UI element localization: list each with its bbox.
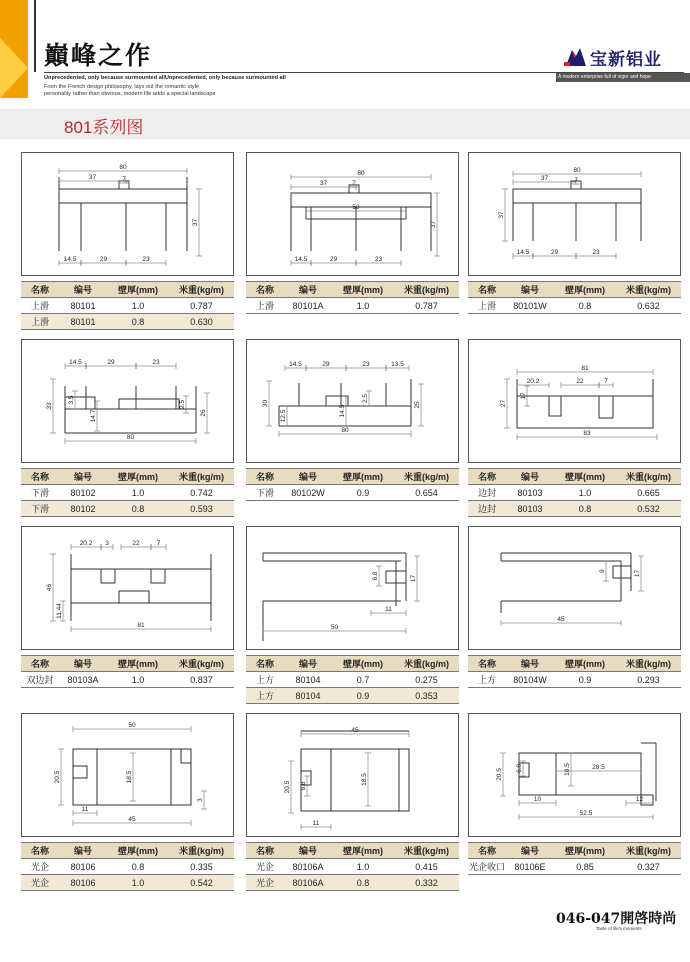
spec-cell: 1.0: [107, 672, 169, 688]
profile-section-diagram: [247, 153, 460, 277]
spec-header-cell: 米重(kg/m): [616, 469, 681, 485]
spec-header-cell: 编号: [59, 282, 107, 298]
profile-section-diagram: [469, 153, 682, 277]
page-number: 046-047開啓時尚: [556, 911, 677, 927]
spec-header-cell: 米重(kg/m): [169, 469, 234, 485]
svg-text:37: 37: [540, 175, 549, 182]
svg-text:28.5: 28.5: [592, 764, 605, 771]
spec-cell: 0.335: [169, 859, 234, 875]
spec-header-cell: 壁厚(mm): [554, 469, 616, 485]
tagline-1: Unprecedented, only because surmounted allUnprecedented, only because surmounted all: [44, 75, 286, 81]
spec-row: [246, 485, 459, 501]
spec-row: [21, 859, 234, 875]
profile-section-diagram: [469, 340, 682, 464]
spec-table-header: [468, 469, 681, 485]
spec-table: [246, 281, 459, 314]
profile-drawing: [468, 339, 681, 463]
svg-text:20.2: 20.2: [526, 378, 540, 385]
spec-cell: 上方: [468, 672, 506, 688]
profile-drawing: [21, 339, 234, 463]
spec-row: [21, 672, 234, 688]
spec-cell: 80103A: [59, 672, 107, 688]
spec-cell: 0.593: [169, 501, 234, 517]
spec-cell: 80102W: [284, 485, 332, 501]
spec-cell: 0.654: [394, 485, 459, 501]
profile-section-diagram: [22, 527, 235, 651]
spec-cell: 光企: [246, 859, 284, 875]
svg-text:30: 30: [262, 399, 269, 408]
spec-header-cell: 壁厚(mm): [332, 656, 394, 672]
spec-header-cell: 编号: [506, 469, 554, 485]
spec-cell: 上方: [246, 672, 284, 688]
spec-cell: 80106A: [284, 859, 332, 875]
spec-header-cell: 编号: [284, 469, 332, 485]
profile-section-diagram: [247, 714, 460, 838]
spec-header-cell: 米重(kg/m): [616, 656, 681, 672]
profile-panel: [246, 713, 459, 891]
spec-table: [21, 842, 234, 891]
header-divider-vertical: [34, 0, 36, 72]
spec-header-cell: 名称: [21, 282, 59, 298]
profile-panel: [468, 526, 681, 704]
spec-cell: 0.332: [394, 875, 459, 891]
spec-cell: 0.8: [107, 859, 169, 875]
spec-table-header: [21, 656, 234, 672]
svg-text:18.5: 18.5: [126, 770, 133, 784]
svg-text:37: 37: [498, 211, 505, 219]
svg-text:37: 37: [192, 218, 199, 227]
svg-text:14.5: 14.5: [339, 404, 346, 418]
profile-panel: [468, 152, 681, 330]
spec-header-cell: 米重(kg/m): [169, 656, 234, 672]
svg-text:14.7: 14.7: [90, 409, 97, 423]
spec-table: [468, 842, 681, 875]
svg-text:45: 45: [557, 616, 565, 623]
svg-text:14.5: 14.5: [63, 256, 77, 263]
spec-cell: 光企收口: [468, 859, 506, 875]
svg-text:22: 22: [576, 378, 584, 385]
svg-text:27: 27: [500, 399, 507, 408]
svg-text:17: 17: [410, 574, 417, 583]
spec-table-header: [21, 469, 234, 485]
svg-text:50: 50: [330, 624, 339, 631]
profile-drawing: [246, 152, 459, 276]
svg-text:29: 29: [99, 256, 108, 263]
svg-text:52.5: 52.5: [579, 810, 593, 817]
spec-cell: 80104: [284, 672, 332, 688]
spec-cell: 0.415: [394, 859, 459, 875]
svg-text:20.5: 20.5: [284, 780, 291, 794]
svg-text:6.8: 6.8: [300, 781, 307, 791]
svg-text:2.5: 2.5: [179, 399, 186, 410]
profile-panel: [21, 152, 234, 330]
spec-table-header: [246, 843, 459, 859]
svg-text:6.8: 6.8: [372, 571, 379, 581]
profile-drawing: [21, 152, 234, 276]
spec-cell: 80104: [284, 688, 332, 704]
spec-cell: 0.742: [169, 485, 234, 501]
svg-text:45: 45: [351, 727, 359, 734]
spec-header-cell: 名称: [246, 282, 284, 298]
svg-text:83: 83: [583, 430, 591, 437]
spec-header-cell: 壁厚(mm): [332, 843, 394, 859]
spec-table-header: [246, 282, 459, 298]
corner-accent: [0, 0, 28, 98]
spec-cell: 0.9: [554, 672, 616, 688]
profile-panel: [246, 152, 459, 330]
profile-panel: [21, 339, 234, 517]
spec-cell: 80101: [59, 298, 107, 314]
spec-header-cell: 编号: [284, 843, 332, 859]
svg-text:23: 23: [374, 256, 383, 263]
spec-cell: 80106A: [284, 875, 332, 891]
spec-cell: 0.632: [616, 298, 681, 314]
profile-section-diagram: [247, 340, 460, 464]
spec-header-cell: 编号: [506, 843, 554, 859]
profile-panel: [21, 526, 234, 704]
spec-cell: 边封: [468, 485, 506, 501]
spec-header-cell: 壁厚(mm): [107, 282, 169, 298]
svg-text:11: 11: [385, 606, 392, 613]
profile-section-diagram: [22, 340, 235, 464]
spec-header-cell: 名称: [468, 656, 506, 672]
profile-section-diagram: [22, 153, 235, 277]
spec-cell: 1.0: [332, 859, 394, 875]
profile-drawing: [246, 713, 459, 837]
spec-header-cell: 名称: [246, 843, 284, 859]
svg-text:50: 50: [128, 722, 136, 729]
spec-cell: 0.9: [332, 688, 394, 704]
spec-table: [468, 468, 681, 517]
svg-text:12: 12: [635, 796, 644, 803]
spec-row: [468, 298, 681, 314]
spec-table: [246, 842, 459, 891]
spec-header-cell: 米重(kg/m): [394, 469, 459, 485]
spec-row: [246, 672, 459, 688]
svg-text:20.2: 20.2: [79, 540, 93, 547]
spec-cell: 1.0: [107, 298, 169, 314]
spec-header-cell: 米重(kg/m): [394, 843, 459, 859]
spec-cell: 上滑: [21, 298, 59, 314]
spec-cell: 光企: [246, 875, 284, 891]
spec-cell: 上滑: [468, 298, 506, 314]
svg-text:46: 46: [46, 583, 53, 592]
profile-panel: [246, 339, 459, 517]
spec-header-cell: 壁厚(mm): [332, 282, 394, 298]
spec-header-cell: 编号: [284, 282, 332, 298]
svg-text:22: 22: [132, 540, 140, 547]
spec-cell: 0.9: [332, 485, 394, 501]
spec-cell: 0.8: [107, 314, 169, 330]
spec-table: [246, 468, 459, 501]
svg-text:81: 81: [581, 365, 589, 372]
spec-cell: 0.8: [554, 501, 616, 517]
spec-header-cell: 编号: [59, 843, 107, 859]
spec-cell: 0.327: [616, 859, 681, 875]
svg-text:6.8: 6.8: [516, 763, 523, 774]
spec-row: [21, 501, 234, 517]
spec-header-cell: 壁厚(mm): [107, 656, 169, 672]
profile-section-diagram: [22, 714, 235, 838]
svg-text:7: 7: [604, 378, 608, 385]
spec-table-header: [468, 656, 681, 672]
spec-cell: 0.665: [616, 485, 681, 501]
spec-cell: 1.0: [332, 298, 394, 314]
spec-row: [246, 875, 459, 891]
svg-text:23: 23: [142, 256, 150, 263]
spec-cell: 0.787: [169, 298, 234, 314]
spec-cell: 80102: [59, 485, 107, 501]
spec-cell: 上方: [246, 688, 284, 704]
brand-name: 宝新铝业: [590, 50, 662, 69]
svg-text:18.5: 18.5: [564, 763, 571, 776]
svg-text:7: 7: [352, 180, 356, 187]
spec-cell: 上滑: [21, 314, 59, 330]
spec-header-cell: 米重(kg/m): [394, 656, 459, 672]
spec-cell: 0.353: [394, 688, 459, 704]
spec-cell: 0.7: [332, 672, 394, 688]
spec-cell: 80106: [59, 875, 107, 891]
svg-text:80: 80: [573, 167, 581, 174]
profile-drawing: [246, 339, 459, 463]
spec-header-cell: 米重(kg/m): [616, 843, 681, 859]
svg-text:29: 29: [550, 249, 559, 256]
spec-header-cell: 名称: [21, 843, 59, 859]
brand-slogan: A modern enterprise full of vigor and hope: [556, 73, 690, 82]
spec-table-header: [468, 282, 681, 298]
spec-cell: 0.8: [107, 501, 169, 517]
spec-cell: 0.275: [394, 672, 459, 688]
spec-table-header: [21, 843, 234, 859]
spec-header-cell: 名称: [246, 656, 284, 672]
spec-header-cell: 名称: [21, 656, 59, 672]
spec-table: [21, 468, 234, 517]
spec-cell: 1.0: [554, 485, 616, 501]
spec-header-cell: 壁厚(mm): [554, 656, 616, 672]
svg-text:80: 80: [119, 164, 127, 171]
svg-text:14.5: 14.5: [289, 361, 302, 368]
spec-cell: 0.293: [616, 672, 681, 688]
svg-text:29: 29: [107, 359, 115, 366]
svg-text:37: 37: [88, 174, 97, 181]
spec-table: [468, 281, 681, 314]
svg-text:20.5: 20.5: [496, 768, 503, 781]
svg-text:45: 45: [128, 816, 136, 823]
spec-cell: 下滑: [21, 485, 59, 501]
spec-table: [21, 281, 234, 330]
svg-text:37: 37: [430, 220, 437, 229]
profile-section-diagram: [247, 527, 460, 651]
svg-text:29: 29: [322, 361, 330, 368]
profile-drawing: [468, 152, 681, 276]
spec-cell: 下滑: [246, 485, 284, 501]
svg-text:80: 80: [341, 427, 349, 434]
spec-row: [468, 485, 681, 501]
svg-text:80: 80: [357, 170, 365, 177]
svg-text:17: 17: [520, 392, 527, 400]
svg-text:3: 3: [105, 540, 109, 547]
svg-text:80: 80: [126, 434, 135, 441]
svg-text:29: 29: [329, 256, 338, 263]
spec-cell: 边封: [468, 501, 506, 517]
svg-text:7: 7: [574, 177, 578, 184]
spec-cell: 下滑: [21, 501, 59, 517]
spec-cell: 0.837: [169, 672, 234, 688]
spec-header-cell: 米重(kg/m): [169, 282, 234, 298]
spec-cell: 0.85: [554, 859, 616, 875]
svg-text:7: 7: [122, 176, 126, 183]
svg-text:23: 23: [152, 359, 160, 366]
spec-row: [468, 501, 681, 517]
spec-cell: 80102: [59, 501, 107, 517]
spec-header-cell: 编号: [506, 656, 554, 672]
series-title: 801系列图: [64, 118, 144, 137]
spec-header-cell: 米重(kg/m): [394, 282, 459, 298]
spec-table-header: [246, 469, 459, 485]
spec-cell: 双边封: [21, 672, 59, 688]
svg-text:50: 50: [352, 204, 360, 211]
svg-text:81: 81: [137, 622, 145, 629]
svg-text:12.5: 12.5: [280, 409, 287, 423]
profile-drawing: [246, 526, 459, 650]
spec-header-cell: 编号: [59, 656, 107, 672]
spec-table: [246, 655, 459, 704]
svg-text:3: 3: [197, 798, 204, 802]
spec-row: [246, 688, 459, 704]
spec-header-cell: 编号: [284, 656, 332, 672]
spec-header-cell: 壁厚(mm): [107, 843, 169, 859]
spec-cell: 80101W: [506, 298, 554, 314]
spec-row: [246, 859, 459, 875]
spec-cell: 80106: [59, 859, 107, 875]
spec-header-cell: 名称: [21, 469, 59, 485]
spec-cell: 0.542: [169, 875, 234, 891]
svg-text:9: 9: [599, 569, 606, 573]
svg-text:11.44: 11.44: [56, 603, 63, 619]
spec-cell: 80101A: [284, 298, 332, 314]
spec-cell: 0.787: [394, 298, 459, 314]
spec-row: [21, 314, 234, 330]
profile-panel: [246, 526, 459, 704]
svg-text:10: 10: [533, 796, 542, 803]
tagline-2: From the French design philosophy, lays out the romantic style: [44, 84, 200, 90]
spec-table: [468, 655, 681, 688]
svg-text:14.5: 14.5: [69, 359, 82, 366]
spec-header-cell: 编号: [59, 469, 107, 485]
spec-header-cell: 名称: [468, 843, 506, 859]
spec-cell: 80106E: [506, 859, 554, 875]
tagline-3: personality rather than obvious, modern life adds a special landscape: [44, 91, 216, 97]
spec-row: [246, 298, 459, 314]
svg-text:37: 37: [319, 180, 328, 187]
svg-text:7: 7: [156, 540, 161, 547]
spec-cell: 80104W: [506, 672, 554, 688]
svg-text:23: 23: [592, 249, 600, 256]
spec-table-header: [21, 282, 234, 298]
spec-cell: 0.8: [332, 875, 394, 891]
profile-drawing: [468, 526, 681, 650]
spec-cell: 0.630: [169, 314, 234, 330]
spec-cell: 80103: [506, 501, 554, 517]
svg-text:3.5: 3.5: [68, 395, 75, 405]
svg-text:26: 26: [200, 409, 207, 417]
profile-panel: [21, 713, 234, 891]
spec-header-cell: 壁厚(mm): [332, 469, 394, 485]
spec-cell: 80101: [59, 314, 107, 330]
profile-panel: [468, 339, 681, 517]
brand-mark-icon: [562, 42, 588, 68]
svg-text:13.5: 13.5: [391, 361, 404, 368]
spec-row: [21, 298, 234, 314]
profile-section-diagram: [469, 527, 682, 651]
spec-cell: 1.0: [107, 485, 169, 501]
svg-text:18.5: 18.5: [361, 773, 368, 786]
svg-text:25: 25: [414, 401, 421, 409]
spec-header-cell: 壁厚(mm): [554, 282, 616, 298]
footer-subtext: Taste of life's moments: [596, 926, 642, 931]
spec-header-cell: 名称: [468, 469, 506, 485]
profile-drawing: [21, 526, 234, 650]
spec-row: [468, 672, 681, 688]
svg-text:33: 33: [46, 402, 53, 410]
spec-row: [468, 859, 681, 875]
spec-cell: 上滑: [246, 298, 284, 314]
svg-text:2.5: 2.5: [362, 393, 369, 404]
profile-section-diagram: [469, 714, 682, 838]
svg-text:14.5: 14.5: [516, 249, 530, 256]
svg-text:23: 23: [362, 361, 370, 368]
spec-table: [21, 655, 234, 688]
svg-text:11: 11: [312, 820, 320, 827]
spec-table-header: [468, 843, 681, 859]
svg-text:20.5: 20.5: [54, 770, 61, 784]
profile-panel: [468, 713, 681, 891]
spec-header-cell: 壁厚(mm): [554, 843, 616, 859]
svg-text:11: 11: [81, 806, 89, 813]
spec-row: [21, 875, 234, 891]
profile-drawing: [468, 713, 681, 837]
svg-text:14.5: 14.5: [294, 256, 308, 263]
page-title: 巔峰之作: [44, 41, 153, 70]
spec-cell: 光企: [21, 859, 59, 875]
spec-header-cell: 米重(kg/m): [616, 282, 681, 298]
spec-cell: 0.8: [554, 298, 616, 314]
spec-cell: 0.532: [616, 501, 681, 517]
spec-header-cell: 名称: [468, 282, 506, 298]
spec-row: [21, 485, 234, 501]
spec-cell: 1.0: [107, 875, 169, 891]
brand-logo: [562, 42, 682, 72]
svg-text:17: 17: [634, 569, 641, 578]
spec-cell: 光企: [21, 875, 59, 891]
spec-header-cell: 米重(kg/m): [169, 843, 234, 859]
profile-drawing: [21, 713, 234, 837]
spec-header-cell: 编号: [506, 282, 554, 298]
spec-header-cell: 名称: [246, 469, 284, 485]
spec-header-cell: 壁厚(mm): [107, 469, 169, 485]
spec-cell: 80103: [506, 485, 554, 501]
spec-table-header: [246, 656, 459, 672]
